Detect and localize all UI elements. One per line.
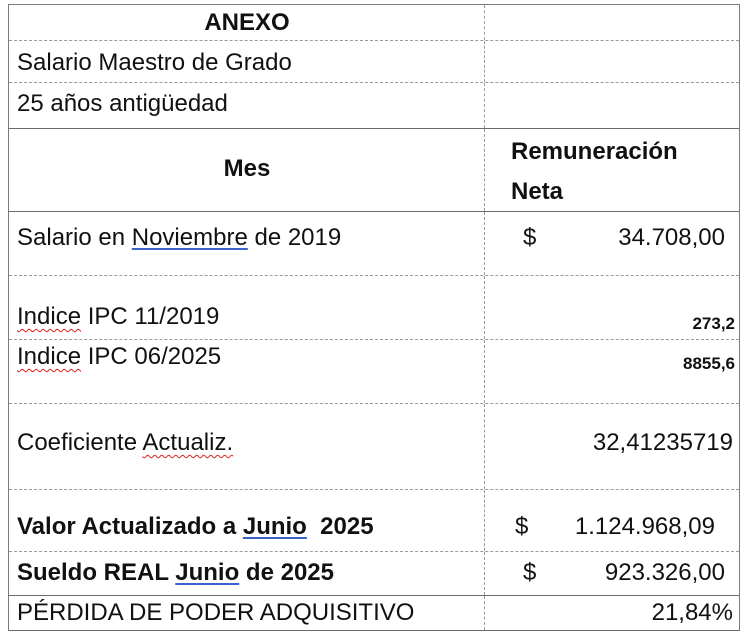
cell-valor-value[interactable] <box>485 490 739 551</box>
row-ipc-2025 <box>9 340 739 404</box>
sueldo-label: Sueldo REAL Junio de 2025 <box>17 559 334 586</box>
salario-value: 34.708,00 <box>618 224 725 251</box>
salario-currency: $ <box>523 224 537 251</box>
cell-valor-label[interactable] <box>9 490 485 551</box>
row-title <box>9 5 739 41</box>
row-valor-actualizado <box>9 490 739 552</box>
perdida-value: 21,84% <box>651 599 733 626</box>
cell-header-remuneracion[interactable] <box>485 129 739 211</box>
header-remuneracion-line2: Neta <box>511 178 564 205</box>
cell-title-empty[interactable] <box>485 5 739 40</box>
cell-subtitle-2-empty[interactable] <box>485 83 739 128</box>
cell-coeficiente-value[interactable] <box>485 404 739 489</box>
salario-label: Salario en Noviembre de 2019 <box>17 224 342 251</box>
table-title: ANEXO <box>204 9 290 36</box>
cell-salario-label[interactable] <box>9 212 485 275</box>
row-coeficiente <box>9 404 739 490</box>
row-salario <box>9 212 739 276</box>
cell-sueldo-label[interactable] <box>9 552 485 595</box>
header-mes: Mes <box>223 155 271 182</box>
cell-subtitle-2[interactable] <box>9 83 485 128</box>
row-perdida <box>9 596 739 631</box>
ipc-2019-value: 273,2 <box>692 314 735 333</box>
ipc-2019-label: Indice IPC 11/2019 <box>17 303 220 330</box>
sueldo-currency: $ <box>523 559 537 586</box>
ipc-2025-value: 8855,6 <box>683 354 735 373</box>
row-subtitle-2 <box>9 83 739 129</box>
cell-ipc-2019-value[interactable] <box>485 276 739 339</box>
cell-ipc-2025-value[interactable] <box>485 340 739 403</box>
valor-value: 1.124.968,09 <box>574 513 715 540</box>
cell-perdida-label[interactable] <box>9 596 485 630</box>
row-ipc-2019 <box>9 276 739 340</box>
sueldo-value: 923.326,00 <box>604 559 725 586</box>
subtitle-salary-teacher: Salario Maestro de Grado <box>17 49 292 76</box>
cell-header-mes[interactable] <box>9 129 485 211</box>
cell-subtitle-1-empty[interactable] <box>485 41 739 82</box>
subtitle-seniority: 25 años antigüedad <box>17 90 228 117</box>
coeficiente-value: 32,41235719 <box>592 429 733 456</box>
coeficiente-label: Coeficiente Actualiz. <box>17 429 234 456</box>
annex-table <box>8 4 740 631</box>
cell-ipc-2019-label[interactable] <box>9 276 485 339</box>
cell-salario-value[interactable] <box>485 212 739 275</box>
valor-label: Valor Actualizado a Junio 2025 <box>17 513 374 540</box>
cell-title[interactable] <box>9 5 485 40</box>
perdida-label: PÉRDIDA DE PODER ADQUISITIVO <box>17 599 415 626</box>
row-sueldo-real <box>9 552 739 596</box>
ipc-2025-label: Indice IPC 06/2025 <box>17 343 222 370</box>
header-remuneracion-line1: Remuneración <box>511 138 678 165</box>
row-header <box>9 129 739 212</box>
cell-subtitle-1[interactable] <box>9 41 485 82</box>
cell-ipc-2025-label[interactable] <box>9 340 485 403</box>
valor-currency: $ <box>515 513 529 540</box>
cell-sueldo-value[interactable] <box>485 552 739 595</box>
cell-perdida-value[interactable] <box>485 596 739 630</box>
row-subtitle-1 <box>9 41 739 83</box>
cell-coeficiente-label[interactable] <box>9 404 485 489</box>
